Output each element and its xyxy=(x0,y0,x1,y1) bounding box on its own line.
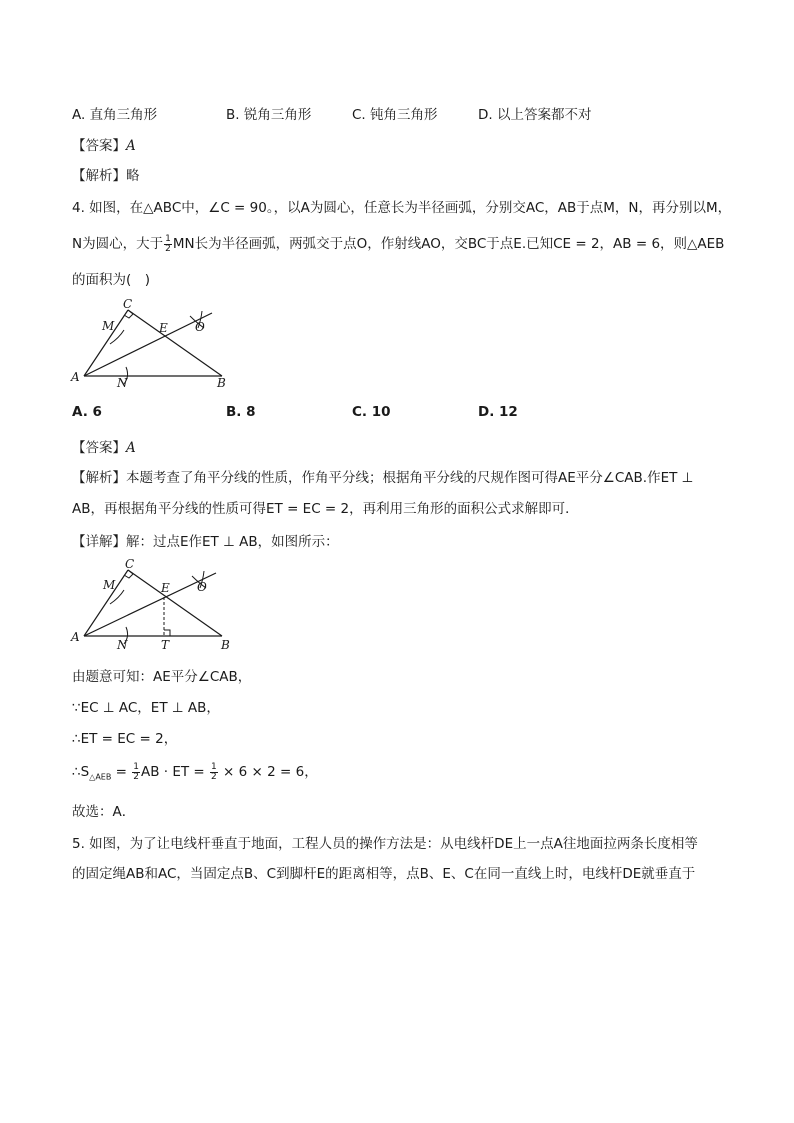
equals-1: = xyxy=(111,764,132,780)
right-angle-mark-t xyxy=(164,630,170,636)
analysis-text: 略 xyxy=(126,168,140,184)
frac-num: 1 xyxy=(211,761,217,772)
label-b: B xyxy=(221,638,230,652)
fraction-half xyxy=(164,235,172,254)
triangle-figure-2 xyxy=(66,556,236,654)
label-t: T xyxy=(161,638,170,652)
fraction-half-2 xyxy=(210,763,218,782)
answer-tag: 【答案】 xyxy=(72,440,126,456)
q4-analysis-line-2: AB，再根据角平分线的性质可得ET = EC = 2，再利用三角形的面积公式求解即可． xyxy=(72,501,579,517)
label-c: C xyxy=(123,297,133,311)
segment-cb xyxy=(128,570,222,636)
label-m: M xyxy=(103,578,116,592)
q4-step-4 xyxy=(72,760,318,782)
q3-analysis xyxy=(72,164,140,184)
answer-value: A xyxy=(126,440,136,456)
step-4-end: × 6 × 2 = 6， xyxy=(218,764,318,780)
q4-stem-line-3: 的面积为( ) xyxy=(72,272,151,288)
label-m: M xyxy=(102,319,115,333)
q3-option-a: A. 直角三角形 xyxy=(72,107,158,123)
label-b: B xyxy=(217,376,226,390)
label-o: O xyxy=(195,320,205,334)
q5-stem-line-1: 5. 如图，为了让电线杆垂直于地面，工程人员的操作方法是：从电线杆DE上一点A往地面拉两条长度相等 xyxy=(72,836,698,852)
segment-cb xyxy=(128,310,222,376)
triangle-figure-1 xyxy=(66,296,236,392)
label-e: E xyxy=(161,581,170,595)
frac-den: 2 xyxy=(211,771,217,782)
step-4-mid: AB · ET = xyxy=(140,764,210,780)
q4-stem-2a: N为圆心，大于 xyxy=(72,236,164,252)
frac-den: 2 xyxy=(133,771,139,782)
arc-m xyxy=(110,590,124,604)
q4-option-d: D. 12 xyxy=(478,404,518,420)
q4-detail-line-1 xyxy=(72,530,339,550)
fraction-half-1 xyxy=(132,763,140,782)
q4-answer xyxy=(72,436,136,456)
label-n: N xyxy=(117,638,128,652)
q4-step-2: ∵EC ⊥ AC，ET ⊥ AB， xyxy=(72,700,220,716)
frac-den: 2 xyxy=(165,243,171,254)
q3-answer xyxy=(72,134,136,154)
q3-option-d: D. 以上答案都不对 xyxy=(478,107,592,123)
area-symbol: ∴S xyxy=(72,764,90,780)
answer-value: A xyxy=(126,138,136,154)
q4-stem-line-2 xyxy=(72,232,724,254)
q3-option-b: B. 锐角三角形 xyxy=(226,107,312,123)
analysis-text-1: 本题考查了角平分线的性质，作角平分线；根据角平分线的尺规作图可得AE平分∠CAB.作ET ⊥ xyxy=(126,470,694,486)
label-a: A xyxy=(71,630,80,644)
label-e: E xyxy=(159,321,168,335)
detail-text-1: 解：过点E作ET ⊥ AB，如图所示： xyxy=(126,534,339,550)
q4-step-1: 由题意可知：AE平分∠CAB， xyxy=(72,669,252,685)
frac-num: 1 xyxy=(165,233,171,244)
q4-step-3: ∴ET = EC = 2， xyxy=(72,731,178,747)
label-c: C xyxy=(125,557,135,571)
label-o: O xyxy=(197,580,207,594)
answer-tag: 【答案】 xyxy=(72,138,126,154)
q4-option-a: A. 6 xyxy=(72,404,102,420)
q4-stem-line-1: 4. 如图，在△ABC中，∠C = 90。，以A为圆心，任意长为半径画弧，分别交AC，AB于点M，N，再分别以M， xyxy=(72,200,732,216)
q4-analysis-line-1 xyxy=(72,466,693,486)
q4-option-c: C. 10 xyxy=(352,404,391,420)
label-a: A xyxy=(71,370,80,384)
analysis-tag: 【解析】 xyxy=(72,168,126,184)
area-subscript: △AEB xyxy=(89,772,112,782)
detail-tag: 【详解】 xyxy=(72,534,126,550)
frac-num: 1 xyxy=(133,761,139,772)
label-n: N xyxy=(117,376,128,390)
q4-stem-2b: MN长为半径画弧，两弧交于点O，作射线AO，交BC于点E.已知CE = 2，AB = 6，则△AEB xyxy=(172,236,725,252)
q5-stem-line-2: 的固定绳AB和AC，当固定点B、C到脚杆E的距离相等，点B、E、C在同一直线上时，电线杆DE就垂直于 xyxy=(72,866,696,882)
q4-step-5: 故选：A． xyxy=(72,804,136,820)
analysis-tag: 【解析】 xyxy=(72,470,126,486)
q4-option-b: B. 8 xyxy=(226,404,256,420)
q3-option-c: C. 钝角三角形 xyxy=(352,107,438,123)
